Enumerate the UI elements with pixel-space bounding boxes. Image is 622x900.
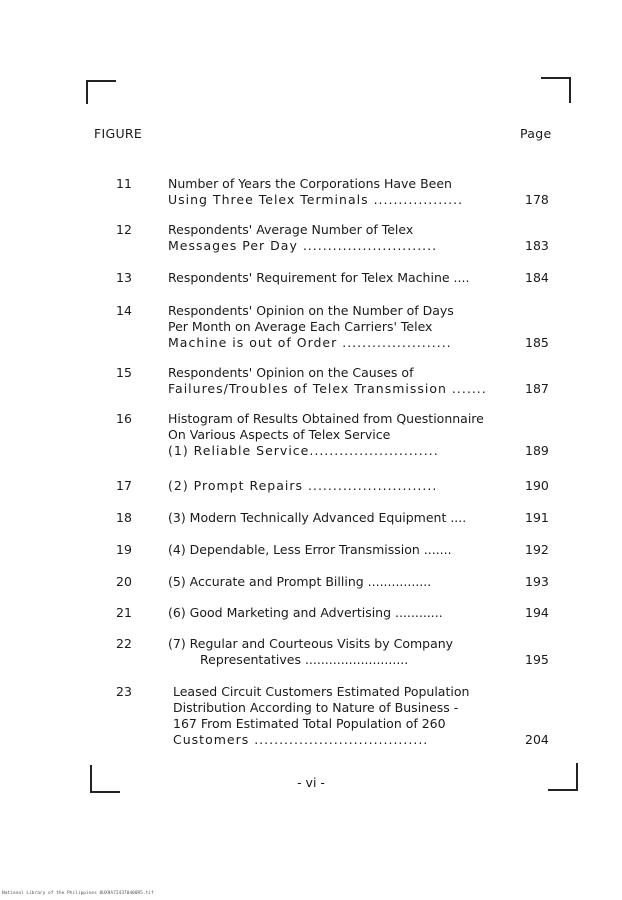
page-number: 193: [525, 574, 549, 589]
crop-mark-top-right-vertical: [569, 77, 571, 103]
figure-title: (2) Prompt Repairs ..........................: [168, 478, 438, 493]
crop-mark-top-right-horizontal: [541, 77, 571, 79]
figure-number: 14: [116, 303, 132, 318]
page-number: 183: [525, 238, 549, 253]
figure-number: 23: [116, 684, 132, 699]
roman-page-number: - vi -: [297, 775, 325, 790]
page-number: 194: [525, 605, 549, 620]
figure-number: 15: [116, 365, 132, 380]
scan-stamp: National Library of the Philippines 0UX9A7I4370400R5.tif: [2, 891, 154, 896]
page-number: 184: [525, 270, 549, 285]
figure-number: 22: [116, 636, 132, 651]
figure-title: Leased Circuit Customers Estimated Population Distribution According to Nature of Business - 167 From Estimated Total Population of 260 Customers ...................................: [173, 684, 470, 747]
figure-title: Respondents' Requirement for Telex Machine ....: [168, 270, 470, 285]
figure-number: 19: [116, 542, 132, 557]
page-column-heading: Page: [520, 126, 552, 141]
figure-title: Histogram of Results Obtained from Questionnaire On Various Aspects of Telex Service (1) Reliable Service..........................: [168, 411, 484, 458]
page-number: 185: [525, 335, 549, 350]
figure-title: (4) Dependable, Less Error Transmission .......: [168, 542, 452, 557]
figure-number: 17: [116, 478, 132, 493]
figure-title: Respondents' Average Number of Telex Messages Per Day ...........................: [168, 222, 438, 253]
page-number: 195: [525, 652, 549, 667]
page-number: 204: [525, 732, 549, 747]
figure-number: 11: [116, 176, 132, 191]
figure-number: 21: [116, 605, 132, 620]
figure-title: Respondents' Opinion on the Number of Days Per Month on Average Each Carriers' Telex Machine is out of Order ......................: [168, 303, 454, 350]
figure-title: (7) Regular and Courteous Visits by Company Representatives ..........................: [168, 636, 454, 667]
page-number: 178: [525, 192, 549, 207]
page-number: 192: [525, 542, 549, 557]
figure-title: (6) Good Marketing and Advertising ............: [168, 605, 443, 620]
page-number: 191: [525, 510, 549, 525]
figure-title: Respondents' Opinion on the Causes of Failures/Troubles of Telex Transmission .......: [168, 365, 487, 396]
figure-title: (3) Modern Technically Advanced Equipment ....: [168, 510, 467, 525]
crop-mark-top-left-horizontal: [86, 80, 116, 82]
page-number: 189: [525, 443, 549, 458]
crop-mark-top-left-vertical: [86, 80, 88, 104]
figure-title: (5) Accurate and Prompt Billing ................: [168, 574, 432, 589]
figure-column-heading: FIGURE: [94, 126, 143, 141]
crop-mark-bottom-left-horizontal: [90, 791, 120, 793]
figure-number: 12: [116, 222, 132, 237]
figure-title: Number of Years the Corporations Have Been Using Three Telex Terminals ..................: [168, 176, 464, 207]
figure-number: 13: [116, 270, 132, 285]
page-number: 187: [525, 381, 549, 396]
figure-number: 18: [116, 510, 132, 525]
page-number: 190: [525, 478, 549, 493]
figure-number: 20: [116, 574, 132, 589]
figure-number: 16: [116, 411, 132, 426]
